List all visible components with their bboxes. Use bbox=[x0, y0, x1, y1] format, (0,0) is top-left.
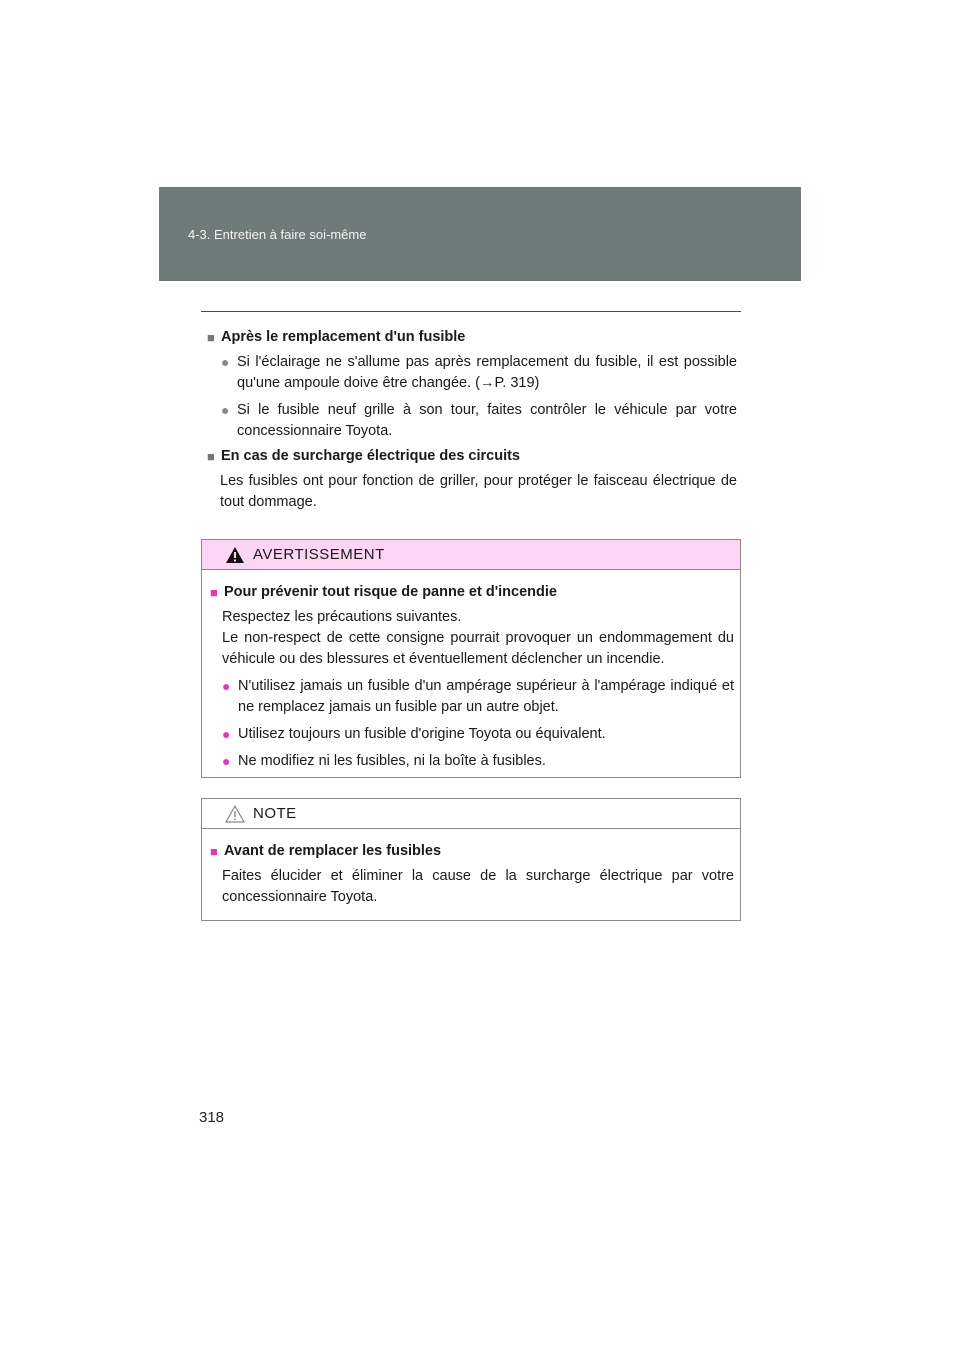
note-box bbox=[201, 798, 741, 921]
paragraph: Respectez les précautions suivantes. bbox=[222, 609, 462, 625]
square-marker-icon: ■ bbox=[207, 330, 215, 345]
warning-body bbox=[202, 570, 740, 772]
note-heading: ■ Avant de remplacer les fusibles bbox=[210, 841, 734, 862]
paragraph: Le non-respect de cette consigne pourrait provoquer un endommagement du véhicule ou des blessures et éventuellement déclencher un incendie. bbox=[222, 630, 734, 667]
list-item: ● Si le fusible neuf grille à son tour, faites contrôler le véhicule par votre concessionnaire Toyota. bbox=[221, 400, 737, 442]
bullet-icon: ● bbox=[222, 753, 231, 769]
page-number: 318 bbox=[199, 1109, 225, 1126]
main-content bbox=[207, 327, 737, 513]
warning-triangle-icon bbox=[225, 546, 245, 564]
note-body bbox=[202, 829, 740, 908]
bullet-icon: ● bbox=[221, 402, 230, 418]
warning-title: AVERTISSEMENT bbox=[253, 546, 385, 563]
square-marker-icon: ■ bbox=[207, 449, 215, 464]
caution-triangle-icon bbox=[225, 805, 245, 823]
list-item: ● Si l'éclairage ne s'allume pas après remplacement du fusible, il est possible qu'une ampoule doive être changée. (→P. 319) bbox=[221, 352, 737, 394]
list-item: ● Ne modifiez ni les fusibles, ni la boîte à fusibles. bbox=[222, 751, 734, 772]
bullet-icon: ● bbox=[222, 726, 231, 742]
paragraph: Faites élucider et éliminer la cause de la surcharge électrique par votre concessionnaire Toyota. bbox=[222, 868, 734, 905]
note-title: NOTE bbox=[253, 805, 297, 822]
warning-box bbox=[201, 539, 741, 778]
square-marker-icon: ■ bbox=[210, 844, 218, 859]
list-item: ● N'utilisez jamais un fusible d'un ampérage supérieur à l'ampérage indiqué et ne remplacez jamais un fusible par un autre objet. bbox=[222, 676, 734, 718]
divider bbox=[201, 311, 741, 312]
bullet-icon: ● bbox=[221, 354, 230, 370]
list-item: ● Utilisez toujours un fusible d'origine Toyota ou équivalent. bbox=[222, 724, 734, 745]
square-marker-icon: ■ bbox=[210, 585, 218, 600]
heading-after-replacement: ■ Après le remplacement d'un fusible bbox=[207, 327, 737, 348]
heading-overload: ■ En cas de surcharge électrique des circuits bbox=[207, 446, 737, 467]
bullet-icon: ● bbox=[222, 678, 231, 694]
section-title: 4-3. Entretien à faire soi-même bbox=[188, 227, 367, 242]
warning-header bbox=[202, 540, 740, 570]
paragraph: Les fusibles ont pour fonction de griller, pour protéger le faisceau électrique de tout dommage. bbox=[220, 473, 737, 510]
note-header bbox=[202, 799, 740, 829]
warning-heading: ■ Pour prévenir tout risque de panne et d'incendie bbox=[210, 582, 734, 603]
header-band bbox=[159, 187, 801, 281]
